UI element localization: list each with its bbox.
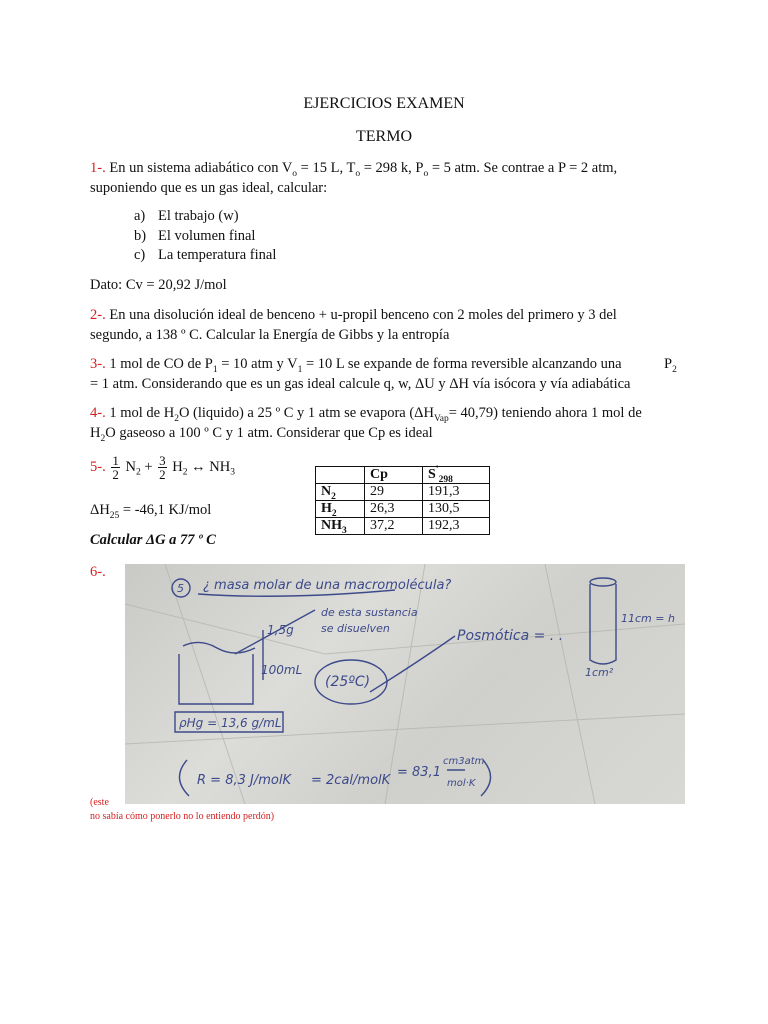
hand-grams: 1,5g [267,623,294,637]
table-row [316,518,490,535]
table-cell: 192,3 [423,518,490,535]
exercise-5-enthalpy: $\Delta H_{25} = -46,1$ KJ/mol [90,502,212,521]
table-cell: $H_2$ [316,501,365,518]
handwritten-note-drawing [125,564,685,804]
exercise-1-line-1: 1-. En un sistema adiabático con $V_o = 15$ L, $T_o = 298$ k, $P_o = 5$ atm. Se contrae a P = 2 atm, [90,160,618,179]
fraction-three-halves: $\frac{3}{2}$ [159,453,166,482]
exercise-1-dato: Dato: Cv = 20,92 J/mol [90,277,227,293]
table-cell: 130,5 [423,501,490,518]
hand-dissolve: se disuelven [321,622,390,635]
hand-question: ¿ masa molar de una macromolécula? [203,578,452,593]
exercise-5-question: Calcular ΔG a 77 º C [90,532,216,548]
hand-r-unit-bottom: mol·K [447,778,476,789]
thermo-data-table [315,466,490,535]
handwritten-photo [125,564,685,804]
exercise-4-number: 4-. [90,405,106,421]
table-cell: 29 [365,484,423,501]
hand-mercury-density: ρHg = 13,6 g/mL [179,716,282,730]
table-header-row [316,467,490,484]
document-subtitle: TERMO [356,128,412,145]
exercise-1-number: 1-. [90,160,106,176]
list-item: c) La temperatura final [134,247,277,263]
hand-r-cal: = 2cal/molK [311,773,391,788]
table-header-cp: Cp [365,467,423,484]
table-row [316,501,490,518]
table-cell [316,467,365,484]
exercise-3-number: 3-. [90,356,106,372]
exercise-2: 2-. En una disolución ideal de benceno + u-propil benceno con 2 moles del primero y 3 del segundo, a 138 º C. Calcular la Energía de Gibbs y la entropía [90,307,617,343]
exercise-1-list [134,207,276,266]
exercise-1-line-2: suponiendo que es un gas ideal, calcular: [90,180,328,196]
document-title: EJERCICIOS EXAMEN [303,95,465,112]
exercise-2-number: 2-. [90,307,106,323]
list-item: b) El volumen final [134,227,256,244]
hand-r-joule: R = 8,3 J/molK [197,773,291,788]
hand-r-value: = 83,1 [397,765,441,780]
table-cell: $NH_3$ [316,518,365,535]
exercise-5-number: 5-. [90,458,106,475]
exercise-6-number: 6-. [90,564,106,580]
hand-height: 11cm = h [621,612,675,625]
exercise-1 [90,158,690,198]
table-cell: 37,2 [365,518,423,535]
table-cell: 191,3 [423,484,490,501]
hand-r-unit-top: cm3atm [443,756,485,767]
table-row [316,484,490,501]
table-cell: 26,3 [365,501,423,518]
hand-circle-number: 5 [177,582,184,595]
hand-osmotic-pressure: Posmótica = . . [457,628,564,644]
hand-temperature: (25ºC) [325,674,371,690]
fraction-one-half: $\frac{1}{2}$ [112,453,119,482]
note-line-1: (este [90,797,109,808]
exercise-3: 3-. 1 mol de CO de $P_1 = 10$ atm y $V_1 = 10$ L se expande de forma reversible alcanzando una $P_2$ = 1 atm. Considerando que es un gas ideal calcule q, w, ΔU y ΔH vía isócora y vía adiabática [90,356,677,392]
exercise-5-equation: 5-. $\frac{1}{2}$ $N_2$ + $\frac{3}{2}$ $H_2$ ↔ $NH_3$ [90,453,235,482]
table-cell: $N_2$ [316,484,365,501]
hand-volume: 100mL [261,663,303,677]
hand-substance: de esta sustancia [321,606,418,619]
exercise-4: 4-. 1 mol de $H_2O$ (liquido) a 25 º C y 1 atm se evapora $(\Delta H_{Vap}= 40,79)$ teniendo ahora 1 mol de $H_2O$ gaseoso a 100 º C y 1 atm. Considerar que Cp es ideal [90,405,642,444]
note-line-2: no sabía cómo ponerlo no lo entiendo perdón) [90,811,275,822]
hand-area: 1cm² [585,666,614,679]
table-header-s298: $S'_{298}$ [423,467,490,484]
list-item: a) El trabajo (w) [134,208,239,224]
